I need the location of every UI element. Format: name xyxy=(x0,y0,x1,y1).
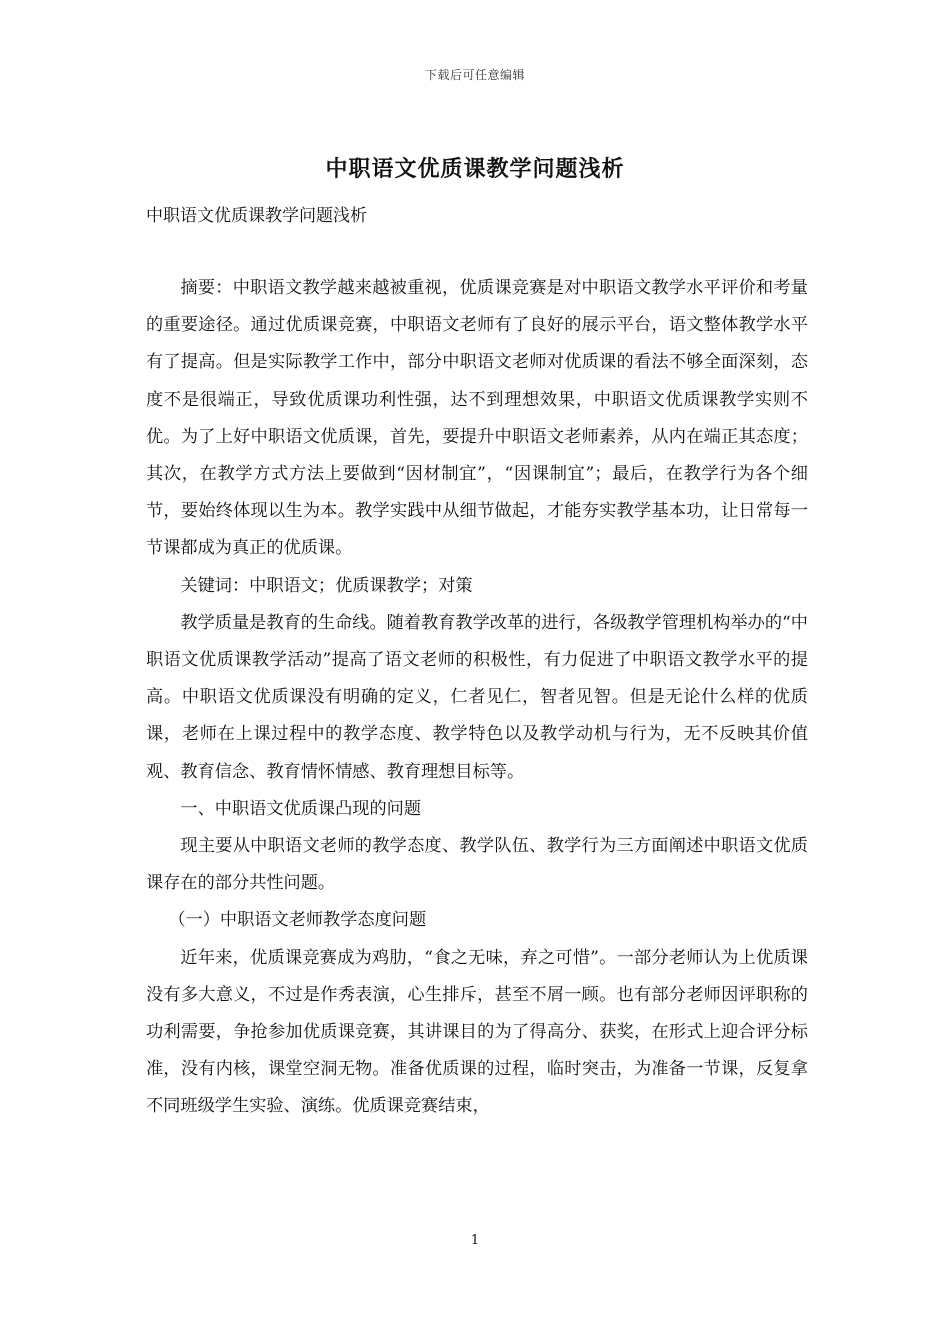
document-title: 中职语文优质课教学问题浅析 xyxy=(325,156,625,182)
header-note: 下载后可任意编辑 xyxy=(424,68,525,82)
body-paragraph: 近年来，优质课竞赛成为鸡肋，“食之无味，弃之可惜”。一部分老师认为上优质课没有多大意义，不过是作秀表演，心生排斥，甚至不屑一顾。也有部分老师因评职称的功利需要，争抢参加优质课竞赛，其讲课目的为了得高分、获奖，在形式上迎合评分标准，没有内核，课堂空洞无物。准备优质课的过程，临时突击，为准备一节课，反复拿不同班级学生实验、演练。优质课竞赛结束， xyxy=(146,947,808,1117)
section-intro-paragraph: 现主要从中职语文老师的教学态度、教学队伍、教学行为三方面阐述中职语文优质课存在的部分共性问题。 xyxy=(146,836,808,894)
abstract-paragraph: 摘要：中职语文教学越来越被重视，优质课竞赛是对中职语文教学水平评价和考量的重要途径。通过优质课竞赛，中职语文老师有了良好的展示平台，语文整体教学水平有了提高。但是实际教学工作中，部分中职语文老师对优质课的看法不够全面深刻，态度不是很端正，导致优质课功利性强，达不到理想效果，中职语文优质课教学实则不优。为了上好中职语文优质课，首先，要提升中职语文老师素养，从内在端正其态度；其次，在教学方式方法上要做到“因材制宜”，“因课制宜”；最后，在教学行为各个细节，要始终体现以生为本。教学实践中从细节做起，才能夯实教学基本功，让日常每一节课都成为真正的优质课。 xyxy=(146,278,808,559)
page-number: 1 xyxy=(470,1233,480,1248)
intro-paragraph: 教学质量是教育的生命线。随着教育教学改革的进行，各级教学管理机构举办的“中职语文优质课教学活动”提高了语文老师的积极性，有力促进了中职语文教学水平的提高。中职语文优质课没有明确的定义，仁者见仁，智者见智。但是无论什么样的优质课，老师在上课过程中的教学态度、教学特色以及教学动机与行为，无不反映其价值观、教育信念、教育情怀情感、教育理想目标等。 xyxy=(146,612,808,782)
document-subtitle: 中职语文优质课教学问题浅析 xyxy=(146,206,367,226)
document-body xyxy=(146,270,808,1126)
keywords-paragraph: 关键词：中职语文；优质课教学；对策 xyxy=(180,575,473,596)
section-heading-1: 一、中职语文优质课凸现的问题 xyxy=(180,798,422,819)
subsection-heading-1: （一）中职语文老师教学态度问题 xyxy=(168,910,427,931)
